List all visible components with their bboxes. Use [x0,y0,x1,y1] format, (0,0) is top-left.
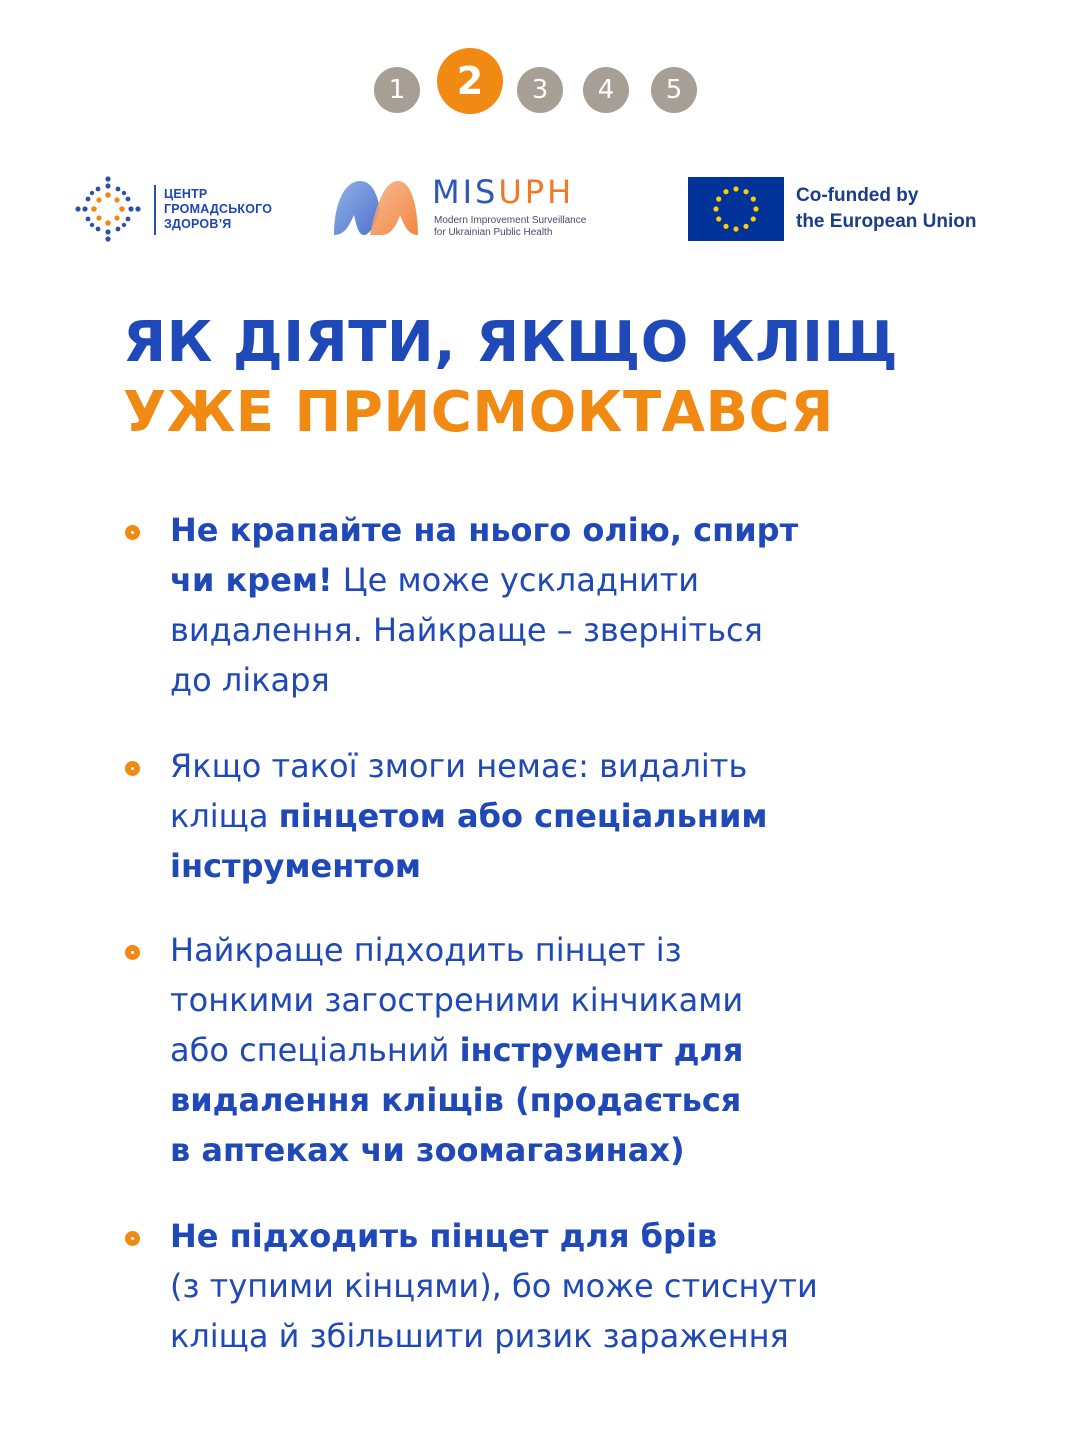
page-1-button[interactable]: 1 [374,67,420,113]
title-line-1: ЯК ДІЯТИ, ЯКЩО КЛІЩ [123,310,899,375]
cgz-line-3: ЗДОРОВ’Я [164,217,232,231]
eu-text-line-2: the European Union [796,211,977,232]
misuph-sub-line-2: for Ukrainian Public Health [434,227,553,238]
title-line-2: УЖЕ ПРИСМОКТАВСЯ [123,380,834,445]
bullet-ring-icon [125,761,140,776]
bold-text: інструментом [170,847,422,885]
partner-logos [0,165,1080,255]
body-text: Найкраще підходить пінцет із [170,931,682,969]
misuph-title-a: MIS [432,173,499,211]
misuph-wordmark [432,173,574,211]
cgz-line-2: ГРОМАДСЬКОГО [164,202,273,216]
misuph-title-b: UPH [498,173,575,211]
bold-text: Не крапайте на нього олію, спирт [170,511,799,549]
logo-divider [154,185,156,235]
misuph-sub-line-1: Modern Improvement Surveillance [434,215,587,226]
bold-text: в аптеках чи зоомагазинах) [170,1131,685,1169]
misuph-emblem-icon [330,175,422,239]
body-text: кліща [170,797,279,835]
pagination [0,0,1080,130]
body-text: або спеціальний [170,1031,460,1069]
public-health-center-logo [72,173,292,243]
bullet-ring-icon [125,945,140,960]
body-text: (з тупими кінцями), бо може стиснути [170,1267,818,1305]
page-3-button[interactable]: 3 [517,67,563,113]
public-health-center-wordmark [164,187,272,232]
misuph-subtitle [434,215,586,239]
eu-flag-icon [688,177,784,241]
page-2-button-active[interactable]: 2 [437,48,503,114]
list-item-text [170,1211,960,1361]
bold-text: Не підходить пінцет для брів [170,1217,718,1255]
bullet-ring-icon [125,1231,140,1246]
body-text: Якщо такої змоги немає: видаліть [170,747,748,785]
eu-stars-icon [688,177,784,241]
misuph-logo [330,173,630,243]
body-text: тонкими загостреними кінчиками [170,981,744,1019]
body-text: видалення. Найкраще – зверніться [170,611,763,649]
bold-text: видалення кліщів (продається [170,1081,742,1119]
page-5-button[interactable]: 5 [651,67,697,113]
page-title [123,308,1023,448]
eu-text-line-1: Co-funded by [796,185,919,206]
eu-cofunded-text [796,183,977,235]
list-item-text [170,505,960,705]
list-item-text [170,741,960,891]
bold-text: пінцетом або спеціальним [278,797,768,835]
bold-text: інструмент для [459,1031,744,1069]
body-text: Це може ускладнити [332,561,700,599]
bold-text: чи крем! [170,561,333,599]
public-health-center-emblem-icon [72,173,144,245]
page-4-button[interactable]: 4 [583,67,629,113]
list-item-text [170,925,960,1175]
cgz-line-1: ЦЕНТР [164,187,208,201]
body-text: кліща й збільшити ризик зараження [170,1317,789,1355]
body-text: до лікаря [170,661,330,699]
bullet-ring-icon [125,525,140,540]
eu-cofunded-logo [688,177,1018,241]
